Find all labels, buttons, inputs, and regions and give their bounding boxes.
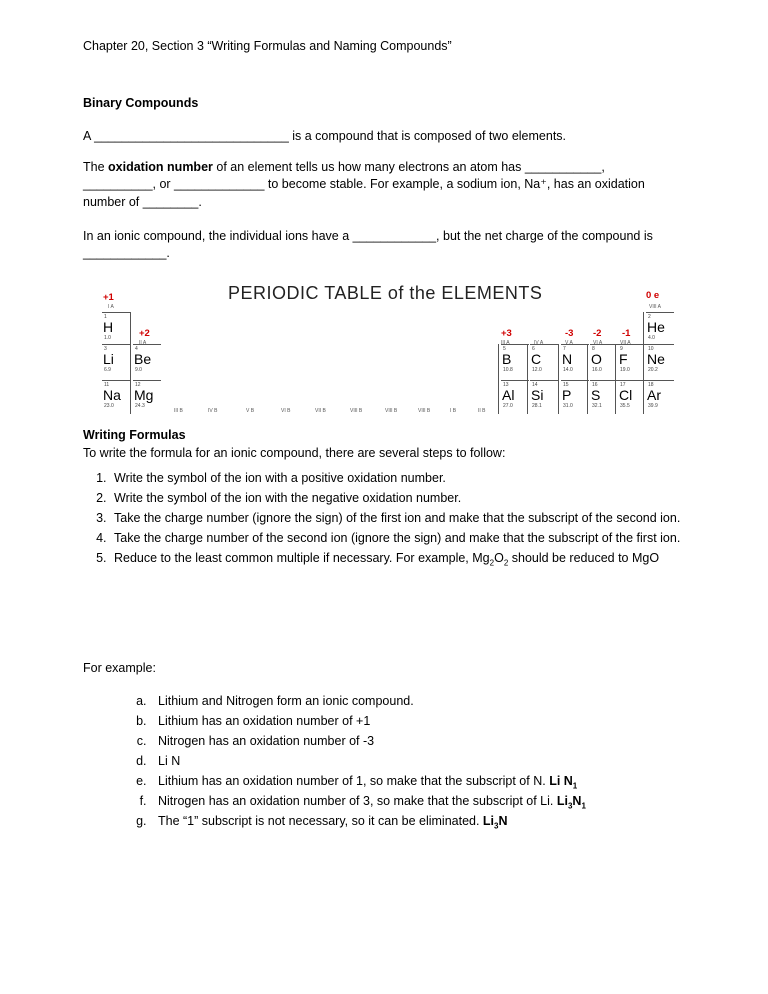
atomic-number: 17 (620, 382, 626, 388)
atomic-mass: 24.3 (135, 403, 145, 409)
text-run: of an element tells us how many electrons an atom has ___________, (212, 160, 605, 174)
element-symbol: Cl (619, 387, 633, 403)
formulas-heading: Writing Formulas (83, 428, 186, 442)
atomic-mass: 14.0 (563, 367, 573, 373)
element-cell (646, 312, 674, 341)
text-run: A (83, 129, 95, 143)
group-label-16: VI A (593, 340, 603, 346)
atomic-number: 16 (592, 382, 598, 388)
text-run: Nitrogen has an oxidation number of 3, so make that the subscript of Li. (158, 794, 557, 808)
list-item: 4. Take the charge number of the second ion (ignore the sign) and make that the subscript of the first ion. (110, 528, 700, 548)
element-cell (618, 380, 646, 409)
formulas-intro: To write the formula for an ionic compound, there are several steps to follow: (83, 446, 506, 460)
subscript: 3 (494, 821, 499, 831)
atomic-mass: 6.9 (104, 367, 111, 373)
transition-label: VIII B (418, 408, 431, 414)
group-label-2: II A (139, 340, 147, 346)
text-run: should be reduced to MgO (508, 551, 660, 565)
group-label-17: VII A (620, 340, 631, 346)
element-symbol: P (562, 387, 572, 403)
formula: N (498, 814, 508, 828)
atomic-mass: 32.1 (592, 403, 602, 409)
formula: N (572, 794, 582, 808)
group-label-15: V A (565, 340, 573, 346)
element-cell (102, 380, 130, 409)
example-list (126, 691, 586, 831)
atomic-number: 2 (648, 314, 651, 320)
atomic-mass: 9.0 (135, 367, 142, 373)
atomic-number: 18 (648, 382, 654, 388)
subscript: 1 (581, 801, 586, 811)
transition-label: VIII B (385, 408, 398, 414)
list-item: c. Nitrogen has an oxidation number of -3 (150, 731, 586, 751)
transition-label: IV B (208, 408, 218, 414)
transition-label: II B (478, 408, 486, 414)
element-symbol: Ne (647, 351, 665, 367)
element-symbol: N (562, 351, 573, 367)
element-cell (561, 380, 589, 409)
atomic-mass: 12.0 (532, 367, 542, 373)
atomic-number: 8 (592, 346, 595, 352)
text-run: Lithium has an oxidation number of 1, so make that the subscript of N. (158, 774, 550, 788)
element-symbol: Si (531, 387, 544, 403)
subscript: 3 (567, 801, 573, 811)
list-item (150, 811, 586, 831)
atomic-mass: 39.9 (648, 403, 658, 409)
element-symbol: Na (103, 387, 121, 403)
element-cell (501, 344, 529, 373)
element-symbol: C (531, 351, 542, 367)
element-cell (530, 380, 558, 409)
transition-label: VIII B (350, 408, 363, 414)
atomic-number: 7 (563, 346, 566, 352)
formula: Li (482, 814, 495, 828)
element-symbol: H (103, 319, 114, 335)
atomic-number: 4 (135, 346, 138, 352)
atomic-mass: 1.0 (104, 335, 111, 341)
element-symbol: Mg (134, 387, 154, 403)
ox-group1: +1 (103, 292, 114, 303)
element-cell (133, 344, 161, 373)
atomic-number: 13 (503, 382, 509, 388)
oxidation-term: oxidation number (108, 160, 213, 174)
transition-label: VI B (281, 408, 291, 414)
atomic-mass: 20.2 (648, 367, 658, 373)
element-symbol: Ar (647, 387, 661, 403)
ox-group17: -1 (622, 328, 631, 339)
atomic-number: 3 (104, 346, 107, 352)
element-cell (133, 380, 161, 409)
element-cell (646, 380, 674, 409)
element-symbol: He (647, 319, 665, 335)
transition-label: VII B (315, 408, 326, 414)
group-label-14: IV A (534, 340, 544, 346)
atomic-mass: 31.0 (563, 403, 573, 409)
atomic-number: 6 (532, 346, 535, 352)
steps-list (83, 468, 700, 568)
list-item: 2. Write the symbol of the ion with the negative oxidation number. (110, 488, 700, 508)
oxidation-line2: __________, or _____________ to become stable. For example, a sodium ion, Na⁺, has an oxidation (83, 177, 645, 191)
element-cell (501, 380, 529, 409)
list-item: d. Li N (150, 751, 586, 771)
atomic-number: 15 (563, 382, 569, 388)
atomic-mass: 4.0 (648, 335, 655, 341)
atomic-mass: 19.0 (620, 367, 630, 373)
list-item (150, 771, 586, 791)
atomic-mass: 23.0 (104, 403, 114, 409)
list-item: b. Lithium has an oxidation number of +1 (150, 711, 586, 731)
page-header: Chapter 20, Section 3 “Writing Formulas and Naming Compounds” (83, 39, 452, 53)
text-run: is a compound that is composed of two elements. (288, 129, 567, 143)
ox-group13: +3 (501, 328, 512, 339)
group-label-1: I A (108, 304, 114, 310)
element-symbol: S (591, 387, 601, 403)
binary-definition (83, 128, 566, 145)
element-symbol: B (502, 351, 512, 367)
oxidation-line1 (83, 159, 605, 176)
binary-heading: Binary Compounds (83, 96, 199, 110)
subscript: 2 (489, 558, 495, 568)
group-label-18: VIII A (649, 304, 661, 310)
element-symbol: F (619, 351, 628, 367)
atomic-mass: 27.0 (503, 403, 513, 409)
element-symbol: Li (103, 351, 114, 367)
transition-label: III B (174, 408, 183, 414)
periodic-title: PERIODIC TABLE of the ELEMENTS (228, 283, 543, 303)
atomic-number: 12 (135, 382, 141, 388)
element-cell (102, 344, 130, 373)
text-run: O (494, 551, 504, 565)
atomic-number: 11 (104, 382, 110, 388)
ox-group2: +2 (139, 328, 150, 339)
element-symbol: O (591, 351, 602, 367)
atomic-number: 1 (104, 314, 107, 320)
atomic-mass: 16.0 (592, 367, 602, 373)
element-cell (646, 344, 674, 373)
element-cell (102, 312, 130, 341)
group-label-13: III A (501, 340, 510, 346)
element-cell (561, 344, 589, 373)
atomic-mass: 10.8 (503, 367, 513, 373)
atomic-number: 14 (532, 382, 538, 388)
transition-label: V B (246, 408, 255, 414)
list-item (150, 791, 586, 811)
ox-group18: 0 e (646, 290, 660, 301)
formula: Li (556, 794, 568, 808)
ionic-line2: ____________. (83, 246, 170, 260)
subscript: 2 (503, 558, 509, 568)
element-symbol: Al (502, 387, 515, 403)
list-item: a. Lithium and Nitrogen form an ionic compound. (150, 691, 586, 711)
formula: Li N (549, 774, 573, 788)
list-item: 1. Write the symbol of the ion with a positive oxidation number. (110, 468, 700, 488)
transition-label: I B (450, 408, 457, 414)
subscript: 1 (572, 781, 578, 791)
ionic-line1: In an ionic compound, the individual ions have a ____________, but the net charge of the compound is (83, 229, 653, 243)
atomic-number: 5 (503, 346, 506, 352)
element-cell (618, 344, 646, 373)
list-item: 3. Take the charge number (ignore the sign) of the first ion and make that the subscript of the second ion. (110, 508, 700, 528)
ox-group16: -2 (593, 328, 602, 339)
list-item (110, 548, 700, 568)
oxidation-line3: number of ________. (83, 195, 202, 209)
element-symbol: Be (134, 351, 152, 367)
atomic-mass: 28.1 (532, 403, 542, 409)
element-cell (590, 344, 618, 373)
text-run: The (83, 160, 109, 174)
ox-group15: -3 (565, 328, 574, 339)
atomic-number: 10 (648, 346, 654, 352)
atomic-mass: 35.5 (620, 403, 630, 409)
text-run: Reduce to the least common multiple if necessary. For example, Mg (114, 551, 490, 565)
element-cell (590, 380, 618, 409)
element-cell (530, 344, 558, 373)
blank: ____________________________ (94, 129, 289, 143)
example-label: For example: (83, 661, 156, 675)
atomic-number: 9 (620, 346, 623, 352)
text-run: The “1” subscript is not necessary, so it can be eliminated. (158, 814, 483, 828)
